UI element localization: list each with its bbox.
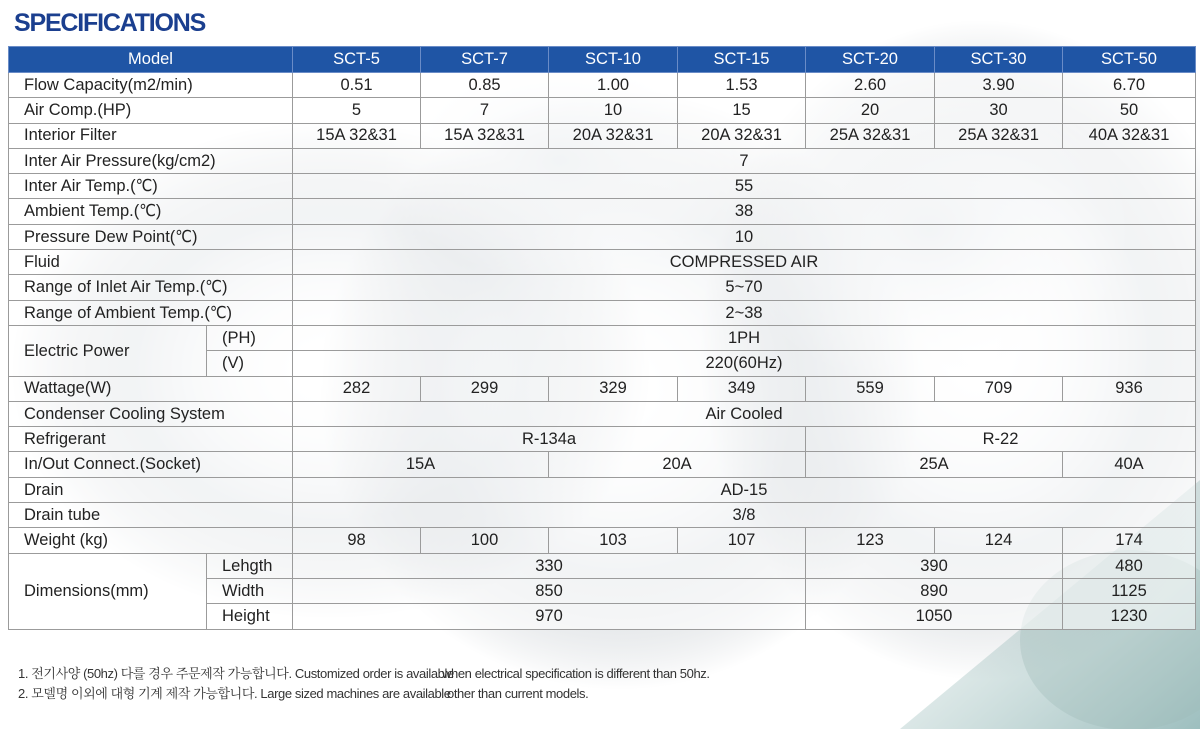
table-cell: 100: [421, 528, 549, 553]
sub-label: Height: [207, 604, 293, 629]
table-cell: 103: [549, 528, 678, 553]
table-cell: 10: [549, 98, 678, 123]
table-cell: COMPRESSED AIR: [293, 250, 1196, 275]
row-label: Flow Capacity(m2/min): [9, 73, 293, 98]
row-label: Pressure Dew Point(℃): [9, 224, 293, 249]
model-column-header: SCT-50: [1063, 47, 1196, 73]
table-cell: 55: [293, 174, 1196, 199]
table-cell: 329: [549, 376, 678, 401]
footnote-2: 2. 모델명 이외에 대형 기계 제작 가능합니다. Large sized machines are available: [18, 686, 451, 701]
table-cell: 1PH: [293, 325, 1196, 350]
model-column-header: SCT-5: [293, 47, 421, 73]
table-row: [9, 275, 1196, 300]
table-cell: 936: [1063, 376, 1196, 401]
table-row: [9, 528, 1196, 553]
table-cell: 282: [293, 376, 421, 401]
footnote-1-continued: when electrical specification is different than 50hz.: [442, 666, 710, 681]
table-row: [9, 224, 1196, 249]
table-cell: 1125: [1063, 578, 1196, 603]
table-cell: 124: [935, 528, 1063, 553]
table-cell: 98: [293, 528, 421, 553]
table-cell: 20A 32&31: [678, 123, 806, 148]
table-row: [9, 427, 1196, 452]
table-row: [9, 300, 1196, 325]
table-row: [9, 199, 1196, 224]
table-cell: 709: [935, 376, 1063, 401]
table-cell: 3/8: [293, 503, 1196, 528]
table-row: [9, 123, 1196, 148]
table-cell: R-134a: [293, 427, 806, 452]
row-label: Electric Power: [9, 325, 207, 376]
table-cell: 1.00: [549, 73, 678, 98]
table-cell: 559: [806, 376, 935, 401]
table-cell: 15A: [293, 452, 549, 477]
table-cell: 0.51: [293, 73, 421, 98]
table-cell: Air Cooled: [293, 401, 1196, 426]
table-cell: 850: [293, 578, 806, 603]
table-row: [9, 250, 1196, 275]
table-cell: AD-15: [293, 477, 1196, 502]
table-cell: 40A 32&31: [1063, 123, 1196, 148]
table-cell: 970: [293, 604, 806, 629]
row-label: Range of Ambient Temp.(℃): [9, 300, 293, 325]
table-cell: 330: [293, 553, 806, 578]
footnote-2-continued: other than current models.: [447, 686, 589, 701]
sub-label: (PH): [207, 325, 293, 350]
sub-label: (V): [207, 351, 293, 376]
model-column-header: SCT-10: [549, 47, 678, 73]
table-cell: 123: [806, 528, 935, 553]
table-cell: 15: [678, 98, 806, 123]
row-label: Refrigerant: [9, 427, 293, 452]
table-cell: 1230: [1063, 604, 1196, 629]
row-label: Inter Air Pressure(kg/cm2): [9, 148, 293, 173]
table-row: [9, 73, 1196, 98]
table-cell: 7: [421, 98, 549, 123]
row-label: Drain tube: [9, 503, 293, 528]
table-cell: 38: [293, 199, 1196, 224]
row-label: Ambient Temp.(℃): [9, 199, 293, 224]
row-label: Wattage(W): [9, 376, 293, 401]
table-row: [9, 98, 1196, 123]
table-cell: 25A: [806, 452, 1063, 477]
table-row: [9, 325, 1196, 350]
table-cell: 1.53: [678, 73, 806, 98]
table-cell: 15A 32&31: [421, 123, 549, 148]
table-cell: 3.90: [935, 73, 1063, 98]
model-column-header: SCT-30: [935, 47, 1063, 73]
table-cell: 2.60: [806, 73, 935, 98]
model-column-header: SCT-15: [678, 47, 806, 73]
sub-label: Width: [207, 578, 293, 603]
table-cell: 5: [293, 98, 421, 123]
model-column-header: SCT-7: [421, 47, 549, 73]
table-cell: 349: [678, 376, 806, 401]
row-label: In/Out Connect.(Socket): [9, 452, 293, 477]
table-cell: 30: [935, 98, 1063, 123]
model-header: Model: [9, 47, 293, 73]
row-label: Dimensions(mm): [9, 553, 207, 629]
footnote-1: 1. 전기사양 (50hz) 다를 경우 주문제작 가능합니다. Customized order is available: [18, 666, 454, 681]
row-label: Range of Inlet Air Temp.(℃): [9, 275, 293, 300]
table-cell: 299: [421, 376, 549, 401]
table-row: [9, 452, 1196, 477]
table-cell: 7: [293, 148, 1196, 173]
table-cell: 5~70: [293, 275, 1196, 300]
row-label: Inter Air Temp.(℃): [9, 174, 293, 199]
table-row: [9, 174, 1196, 199]
header-row: [9, 47, 1196, 73]
specifications-table: [8, 46, 1196, 630]
table-row: [9, 553, 1196, 578]
table-cell: 15A 32&31: [293, 123, 421, 148]
table-cell: 390: [806, 553, 1063, 578]
row-label: Air Comp.(HP): [9, 98, 293, 123]
table-cell: 107: [678, 528, 806, 553]
row-label: Condenser Cooling System: [9, 401, 293, 426]
table-cell: 0.85: [421, 73, 549, 98]
table-cell: 174: [1063, 528, 1196, 553]
table-cell: 20A 32&31: [549, 123, 678, 148]
table-row: [9, 503, 1196, 528]
table-row: [9, 477, 1196, 502]
table-cell: 1050: [806, 604, 1063, 629]
row-label: Fluid: [9, 250, 293, 275]
sub-label: Lehgth: [207, 553, 293, 578]
table-cell: 220(60Hz): [293, 351, 1196, 376]
table-cell: 50: [1063, 98, 1196, 123]
table-cell: 2~38: [293, 300, 1196, 325]
table-cell: 890: [806, 578, 1063, 603]
table-cell: 480: [1063, 553, 1196, 578]
table-cell: 40A: [1063, 452, 1196, 477]
page-title: SPECIFICATIONS: [14, 9, 206, 37]
row-label: Interior Filter: [9, 123, 293, 148]
table-cell: 20: [806, 98, 935, 123]
table-cell: R-22: [806, 427, 1196, 452]
table-row: [9, 376, 1196, 401]
table-cell: 6.70: [1063, 73, 1196, 98]
model-column-header: SCT-20: [806, 47, 935, 73]
row-label: Weight (kg): [9, 528, 293, 553]
row-label: Drain: [9, 477, 293, 502]
table-cell: 25A 32&31: [806, 123, 935, 148]
table-cell: 20A: [549, 452, 806, 477]
table-row: [9, 401, 1196, 426]
table-row: [9, 148, 1196, 173]
table-cell: 25A 32&31: [935, 123, 1063, 148]
table-cell: 10: [293, 224, 1196, 249]
